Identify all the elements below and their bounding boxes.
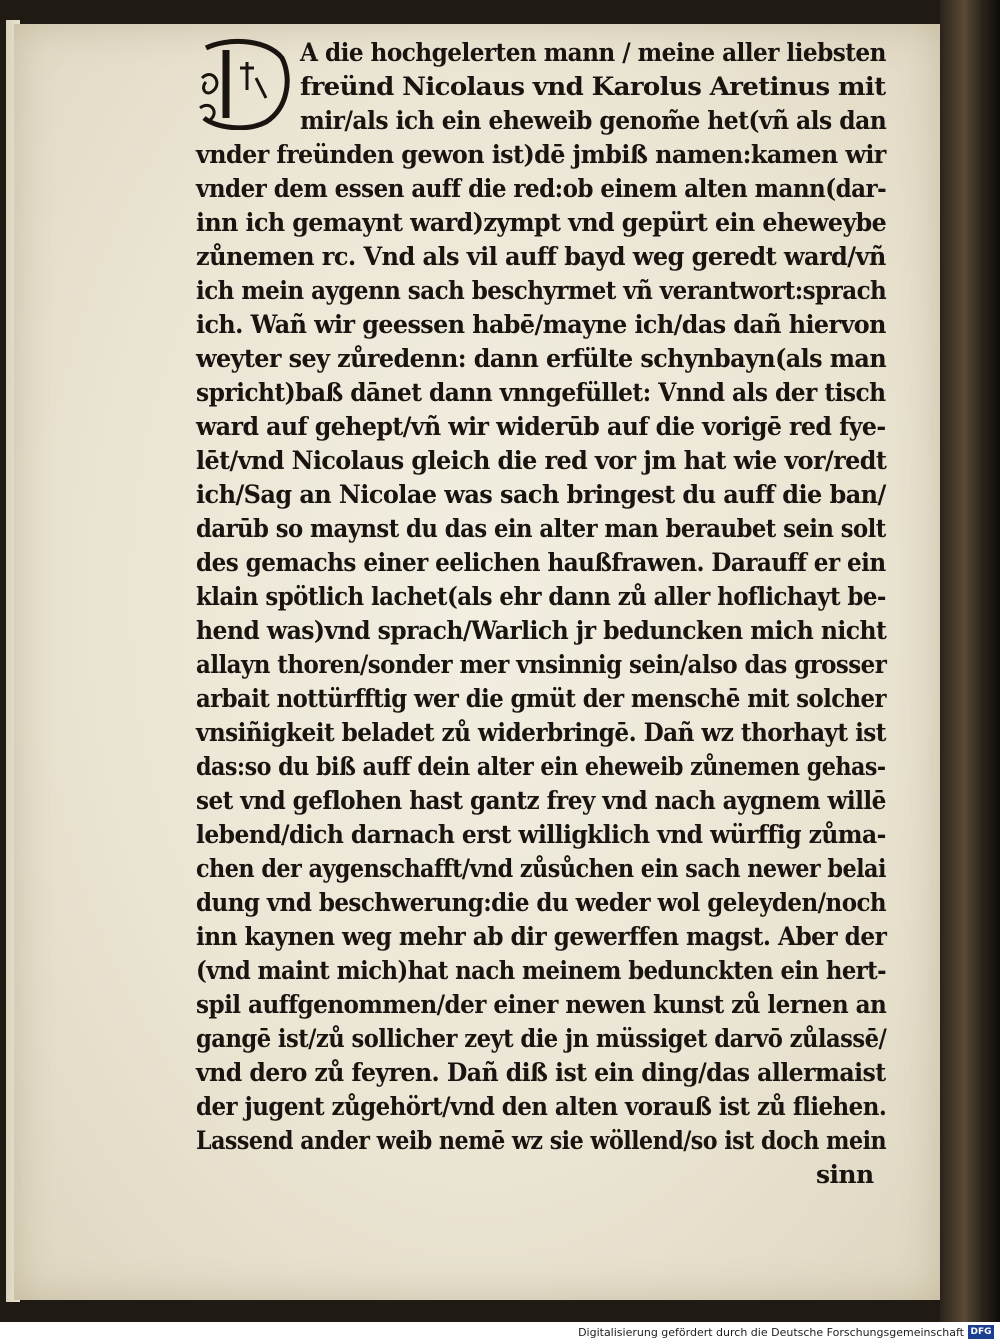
- text-line: vnsiñigkeit beladet zů widerbringē. Dañ wz thorhayt ist: [196, 718, 886, 747]
- decorated-initial-letter: [196, 38, 292, 130]
- text-line: ich. Wañ wir geessen habē/mayne ich/das dañ hiervon: [196, 310, 886, 339]
- text-line: hend was)vnd sprach/Warlich jr beduncken mich nicht: [196, 616, 887, 645]
- text-line: A die hochgelerten mann / meine aller liebsten: [300, 38, 886, 67]
- text-line: weyter sey zůredenn: dann erfülte schynbayn(als man: [196, 344, 887, 373]
- text-line: spricht)baß dānet dann vnngefüllet: Vnnd als der tisch: [196, 378, 886, 407]
- text-line: arbait nottürfftig wer die gmüt der menschē mit solcher: [196, 684, 886, 713]
- text-line: ward auf gehept/vñ wir widerūb auf die vorigē red fye-: [196, 412, 886, 441]
- text-line: klain spötlich lachet(als ehr dann zů aller hoflichayt be-: [196, 582, 886, 611]
- text-line: ich mein aygenn sach beschyrmet vñ verantwort:sprach: [196, 276, 887, 305]
- text-line: das:so du biß auff dein alter ein eheweib zůnemen gehas-: [196, 752, 886, 781]
- text-line: spil auffgenommen/der einer newen kunst zů lernen an: [196, 990, 887, 1019]
- footer-bar: [0, 1322, 1000, 1344]
- text-line: ich/Sag an Nicolae was sach bringest du auff die ban/: [196, 480, 886, 509]
- text-line: set vnd geflohen hast gantz frey vnd nach aygnem willē: [196, 786, 886, 815]
- text-line: Lassend ander weib nemē wz sie wöllend/so ist doch mein: [196, 1126, 887, 1155]
- text-line: (vnd maint mich)hat nach meinem bedunckten ein hert-: [196, 956, 887, 985]
- text-line: chen der aygenschafft/vnd zůsůchen ein sach newer belai: [196, 854, 886, 883]
- text-line: lēt/vnd Nicolaus gleich die red vor jm hat wie vor/redt: [196, 446, 887, 475]
- funding-credit: Digitalisierung gefördert durch die Deutsche Forschungsgemeinschaft: [578, 1326, 964, 1339]
- text-line: vnder freünden gewon ist)dē jmbiß namen:kamen wir: [196, 140, 886, 169]
- text-line: vnder dem essen auff die red:ob einem alten mann(dar-: [196, 174, 887, 203]
- book-binding-edge: [940, 0, 1000, 1322]
- text-line: darūb so maynst du das ein alter man beraubet sein solt: [196, 514, 886, 543]
- text-line: des gemachs einer eelichen haußfrawen. Darauff er ein: [196, 548, 886, 577]
- text-line: gangē ist/zů sollicher zeyt die jn müssiget darvō zůlassē/: [196, 1024, 887, 1053]
- text-line: inn kaynen weg mehr ab dir gewerffen magst. Aber der: [196, 922, 887, 951]
- text-line: der jugent zůgehört/vnd den alten vorauß ist zů fliehen.: [196, 1092, 887, 1121]
- text-line: mir/als ich ein eheweib genom̃e het(vñ als dan: [300, 106, 887, 135]
- text-line: inn ich gemaynt ward)zympt vnd gepürt ein eheweybe: [196, 208, 887, 237]
- text-line: dung vnd beschwerung:die du weder wol geleyden/noch: [196, 888, 887, 917]
- text-line: lebend/dich darnach erst willigklich vnd würffig zůma-: [196, 820, 886, 849]
- text-line: vnd dero zů feyren. Dañ diß ist ein ding/das allermaist: [196, 1058, 886, 1087]
- dfg-logo: DFG: [968, 1325, 994, 1339]
- text-line: freünd Nicolaus vnd Karolus Aretinus mit: [300, 72, 886, 101]
- text-line: allayn thoren/sonder mer vnsinnig sein/also das grosser: [196, 650, 887, 679]
- text-line: zůnemen rc. Vnd als vil auff bayd weg geredt ward/vñ: [196, 242, 886, 271]
- text-line: sinn: [816, 1160, 874, 1189]
